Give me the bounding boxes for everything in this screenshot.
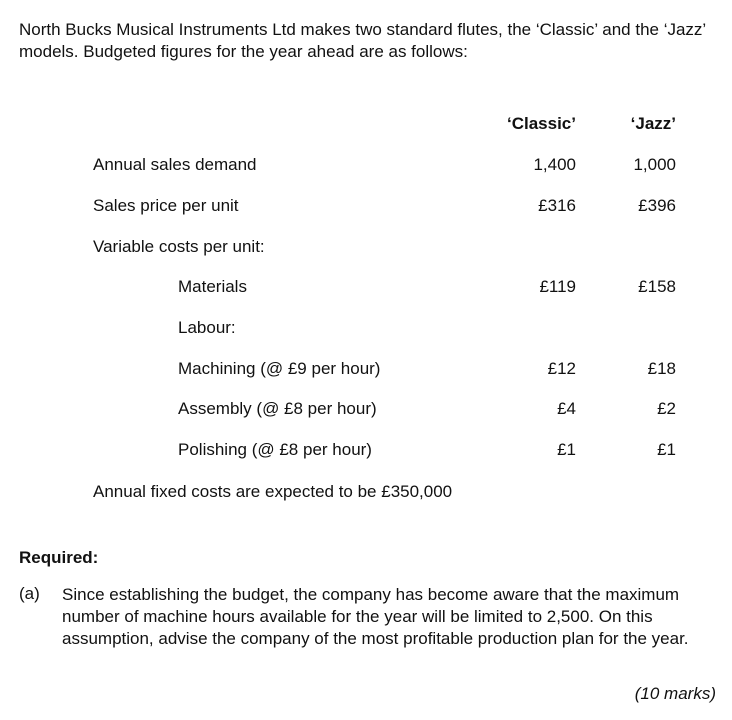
cell-classic-polishing: £1	[557, 440, 576, 459]
cell-jazz-machining: £18	[647, 359, 676, 378]
row-label-labour: Labour:	[178, 318, 236, 337]
row-label-annual-sales-demand: Annual sales demand	[93, 155, 257, 174]
cell-jazz-polishing: £1	[657, 440, 676, 459]
cell-classic-sales-price: £316	[538, 196, 576, 215]
question-part-text: Since establishing the budget, the company has become aware that the maximum number of machine hours available for the year will be limited to 2,500. On this assumption, advise the company of the most profitable production plan for the year.	[62, 585, 689, 648]
row-label-variable-costs: Variable costs per unit:	[93, 237, 265, 256]
cell-jazz-sales-price: £396	[638, 196, 676, 215]
cell-jazz-annual-sales-demand: 1,000	[633, 155, 676, 174]
marks-allocation: (10 marks)	[634, 684, 716, 703]
cell-classic-annual-sales-demand: 1,400	[533, 155, 576, 174]
row-label-assembly: Assembly (@ £8 per hour)	[178, 399, 377, 418]
cell-jazz-materials: £158	[638, 277, 676, 296]
intro-paragraph: North Bucks Musical Instruments Ltd makes two standard flutes, the ‘Classic’ and the ‘Jazz’ models. Budgeted figures for the year ahead are as follows:	[19, 20, 706, 61]
row-label-polishing: Polishing (@ £8 per hour)	[178, 440, 372, 459]
cell-classic-materials: £119	[539, 277, 576, 296]
required-heading: Required:	[19, 548, 99, 567]
row-label-materials: Materials	[178, 277, 247, 296]
cell-classic-assembly: £4	[557, 399, 576, 418]
row-label-machining: Machining (@ £9 per hour)	[178, 359, 381, 378]
col-header-jazz: ‘Jazz’	[630, 114, 676, 133]
cell-jazz-assembly: £2	[657, 399, 676, 418]
cell-classic-machining: £12	[547, 359, 576, 378]
row-label-sales-price: Sales price per unit	[93, 196, 239, 215]
question-part-letter: (a)	[19, 584, 40, 603]
fixed-costs-note: Annual fixed costs are expected to be £350,000	[93, 482, 453, 501]
col-header-classic: ‘Classic’	[507, 114, 576, 133]
